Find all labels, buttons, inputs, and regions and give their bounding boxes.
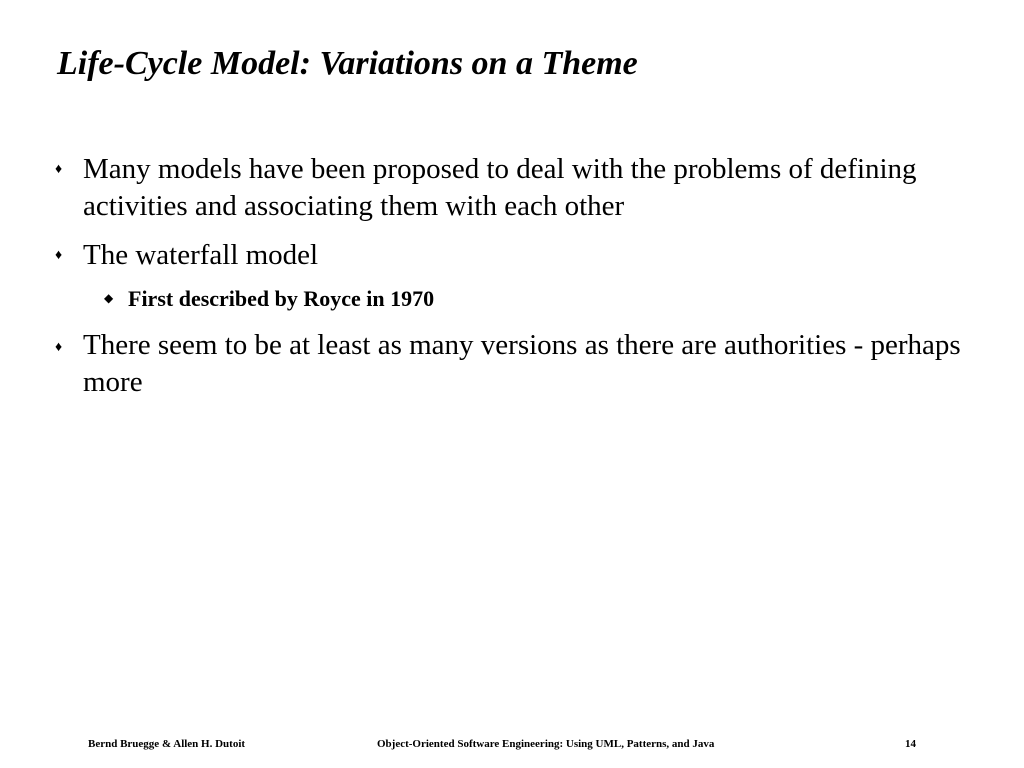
bullet-item-models: Many models have been proposed to deal with the problems of defining activities and associating them with each other — [83, 153, 917, 222]
diamond-bullet-icon: ♦ — [55, 162, 63, 177]
small-diamond-bullet-icon: ◆ — [104, 291, 114, 305]
slide-title: Life-Cycle Model: Variations on a Theme — [57, 45, 638, 82]
footer-page-number: 14 — [905, 738, 916, 750]
bullet-item-waterfall: The waterfall model — [83, 239, 319, 271]
sub-bullet-item-royce: First described by Royce in 1970 — [128, 286, 435, 311]
footer-book-title: Object-Oriented Software Engineering: Using UML, Patterns, and Java — [377, 738, 715, 750]
diamond-bullet-icon: ♦ — [55, 340, 63, 355]
footer-authors: Bernd Bruegge & Allen H. Dutoit — [88, 738, 246, 750]
bullet-item-versions: There seem to be at least as many versions as there are authorities - perhaps more — [83, 329, 961, 398]
diamond-bullet-icon: ♦ — [55, 248, 63, 263]
